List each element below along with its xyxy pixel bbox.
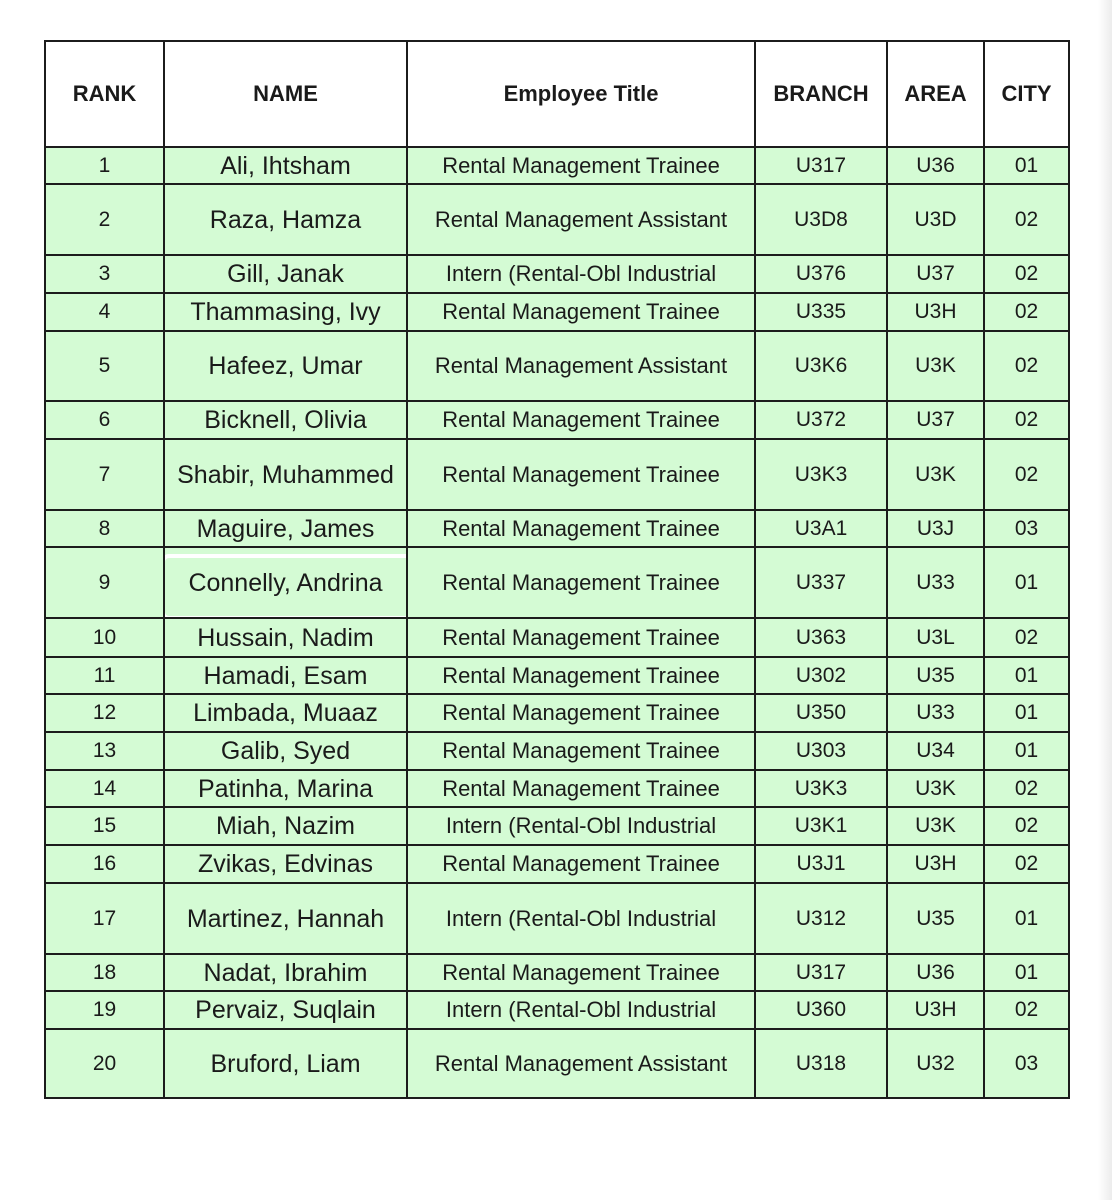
city-cell: 02 xyxy=(984,618,1069,657)
table-row xyxy=(45,807,1069,845)
name-cell: Martinez, Hannah xyxy=(164,883,407,954)
rank-cell: 5 xyxy=(45,331,164,401)
title-cell: Rental Management Trainee xyxy=(407,293,755,331)
table-row xyxy=(45,732,1069,770)
header-city: CITY xyxy=(984,41,1069,147)
rank-cell: 9 xyxy=(45,547,164,618)
city-cell: 02 xyxy=(984,331,1069,401)
branch-cell: U335 xyxy=(755,293,887,331)
title-cell: Rental Management Trainee xyxy=(407,618,755,657)
table-row xyxy=(45,657,1069,694)
branch-cell: U360 xyxy=(755,991,887,1029)
header-area: AREA xyxy=(887,41,984,147)
title-cell: Rental Management Trainee xyxy=(407,770,755,807)
rank-cell: 18 xyxy=(45,954,164,991)
area-cell: U37 xyxy=(887,255,984,293)
table-row xyxy=(45,439,1069,510)
title-cell: Rental Management Trainee xyxy=(407,510,755,547)
rank-cell: 15 xyxy=(45,807,164,845)
name-cell: Thammasing, Ivy xyxy=(164,293,407,331)
header-rank: RANK xyxy=(45,41,164,147)
area-cell: U3K xyxy=(887,439,984,510)
table-row xyxy=(45,331,1069,401)
title-cell: Rental Management Trainee xyxy=(407,147,755,184)
name-cell: Galib, Syed xyxy=(164,732,407,770)
table-row xyxy=(45,883,1069,954)
branch-cell: U337 xyxy=(755,547,887,618)
table-row xyxy=(45,510,1069,547)
city-cell: 01 xyxy=(984,732,1069,770)
rank-cell: 6 xyxy=(45,401,164,439)
city-cell: 02 xyxy=(984,401,1069,439)
area-cell: U33 xyxy=(887,694,984,732)
title-cell: Rental Management Assistant xyxy=(407,331,755,401)
rank-cell: 7 xyxy=(45,439,164,510)
title-cell: Rental Management Trainee xyxy=(407,845,755,883)
city-cell: 02 xyxy=(984,991,1069,1029)
table-row xyxy=(45,954,1069,991)
rank-cell: 16 xyxy=(45,845,164,883)
city-cell: 02 xyxy=(984,439,1069,510)
branch-cell: U318 xyxy=(755,1029,887,1098)
name-cell: Bruford, Liam xyxy=(164,1029,407,1098)
page-edge-shadow xyxy=(1098,0,1112,1200)
area-cell: U3H xyxy=(887,293,984,331)
title-cell: Rental Management Assistant xyxy=(407,184,755,255)
name-cell: Maguire, James xyxy=(164,510,407,547)
area-cell: U3H xyxy=(887,845,984,883)
rank-cell: 11 xyxy=(45,657,164,694)
name-cell: Gill, Janak xyxy=(164,255,407,293)
name-cell-circled xyxy=(164,547,407,618)
city-cell: 01 xyxy=(984,883,1069,954)
title-cell: Rental Management Trainee xyxy=(407,694,755,732)
title-cell: Rental Management Trainee xyxy=(407,439,755,510)
rank-cell: 4 xyxy=(45,293,164,331)
name-cell-text: Connelly, Andrina xyxy=(188,568,383,597)
area-cell: U3H xyxy=(887,991,984,1029)
table-row xyxy=(45,147,1069,184)
branch-cell: U376 xyxy=(755,255,887,293)
name-cell: Miah, Nazim xyxy=(164,807,407,845)
branch-cell: U3K6 xyxy=(755,331,887,401)
table-row xyxy=(45,184,1069,255)
city-cell: 02 xyxy=(984,184,1069,255)
title-cell: Intern (Rental-Obl Industrial xyxy=(407,883,755,954)
rank-cell: 3 xyxy=(45,255,164,293)
rank-cell: 17 xyxy=(45,883,164,954)
area-cell: U3D xyxy=(887,184,984,255)
table-row xyxy=(45,255,1069,293)
city-cell: 02 xyxy=(984,293,1069,331)
title-cell: Intern (Rental-Obl Industrial xyxy=(407,255,755,293)
area-cell: U35 xyxy=(887,657,984,694)
title-cell: Rental Management Trainee xyxy=(407,657,755,694)
title-cell: Rental Management Assistant xyxy=(407,1029,755,1098)
city-cell: 02 xyxy=(984,807,1069,845)
title-cell: Rental Management Trainee xyxy=(407,954,755,991)
area-cell: U36 xyxy=(887,954,984,991)
table-row xyxy=(45,293,1069,331)
branch-cell: U372 xyxy=(755,401,887,439)
name-cell: Hafeez, Umar xyxy=(164,331,407,401)
city-cell: 01 xyxy=(984,657,1069,694)
branch-cell: U3A1 xyxy=(755,510,887,547)
city-cell: 02 xyxy=(984,845,1069,883)
area-cell: U3K xyxy=(887,807,984,845)
name-cell: Ali, Ihtsham xyxy=(164,147,407,184)
area-cell: U3J xyxy=(887,510,984,547)
branch-cell: U3K3 xyxy=(755,439,887,510)
name-cell: Nadat, Ibrahim xyxy=(164,954,407,991)
table-row xyxy=(45,845,1069,883)
rank-cell: 1 xyxy=(45,147,164,184)
rank-cell: 10 xyxy=(45,618,164,657)
name-cell: Hussain, Nadim xyxy=(164,618,407,657)
branch-cell: U350 xyxy=(755,694,887,732)
area-cell: U35 xyxy=(887,883,984,954)
name-cell: Hamadi, Esam xyxy=(164,657,407,694)
header-name: NAME xyxy=(164,41,407,147)
name-cell: Raza, Hamza xyxy=(164,184,407,255)
name-cell: Zvikas, Edvinas xyxy=(164,845,407,883)
rank-cell: 14 xyxy=(45,770,164,807)
rank-cell: 20 xyxy=(45,1029,164,1098)
table-row xyxy=(45,1029,1069,1098)
area-cell: U34 xyxy=(887,732,984,770)
city-cell: 01 xyxy=(984,694,1069,732)
branch-cell: U312 xyxy=(755,883,887,954)
table-row xyxy=(45,770,1069,807)
rank-cell: 19 xyxy=(45,991,164,1029)
rank-cell: 12 xyxy=(45,694,164,732)
rank-cell: 13 xyxy=(45,732,164,770)
branch-cell: U317 xyxy=(755,954,887,991)
area-cell: U36 xyxy=(887,147,984,184)
name-cell: Patinha, Marina xyxy=(164,770,407,807)
area-cell: U37 xyxy=(887,401,984,439)
city-cell: 01 xyxy=(984,547,1069,618)
city-cell: 02 xyxy=(984,255,1069,293)
table-row xyxy=(45,618,1069,657)
table-row xyxy=(45,547,1069,618)
branch-cell: U3D8 xyxy=(755,184,887,255)
header-row xyxy=(45,41,1069,147)
city-cell: 02 xyxy=(984,770,1069,807)
ranking-table xyxy=(44,40,1070,1099)
branch-cell: U302 xyxy=(755,657,887,694)
branch-cell: U3J1 xyxy=(755,845,887,883)
city-cell: 03 xyxy=(984,510,1069,547)
title-cell: Rental Management Trainee xyxy=(407,547,755,618)
rank-cell: 8 xyxy=(45,510,164,547)
city-cell: 01 xyxy=(984,147,1069,184)
branch-cell: U303 xyxy=(755,732,887,770)
name-cell: Limbada, Muaaz xyxy=(164,694,407,732)
branch-cell: U3K3 xyxy=(755,770,887,807)
area-cell: U3K xyxy=(887,770,984,807)
table-row xyxy=(45,401,1069,439)
name-cell: Pervaiz, Suqlain xyxy=(164,991,407,1029)
branch-cell: U317 xyxy=(755,147,887,184)
title-cell: Intern (Rental-Obl Industrial xyxy=(407,991,755,1029)
branch-cell: U363 xyxy=(755,618,887,657)
name-cell: Bicknell, Olivia xyxy=(164,401,407,439)
city-cell: 03 xyxy=(984,1029,1069,1098)
area-cell: U33 xyxy=(887,547,984,618)
table-row xyxy=(45,694,1069,732)
header-employee-title: Employee Title xyxy=(407,41,755,147)
table-row xyxy=(45,991,1069,1029)
area-cell: U3L xyxy=(887,618,984,657)
area-cell: U3K xyxy=(887,331,984,401)
rank-cell: 2 xyxy=(45,184,164,255)
title-cell: Intern (Rental-Obl Industrial xyxy=(407,807,755,845)
city-cell: 01 xyxy=(984,954,1069,991)
title-cell: Rental Management Trainee xyxy=(407,732,755,770)
name-cell: Shabir, Muhammed xyxy=(164,439,407,510)
area-cell: U32 xyxy=(887,1029,984,1098)
branch-cell: U3K1 xyxy=(755,807,887,845)
title-cell: Rental Management Trainee xyxy=(407,401,755,439)
header-branch: BRANCH xyxy=(755,41,887,147)
